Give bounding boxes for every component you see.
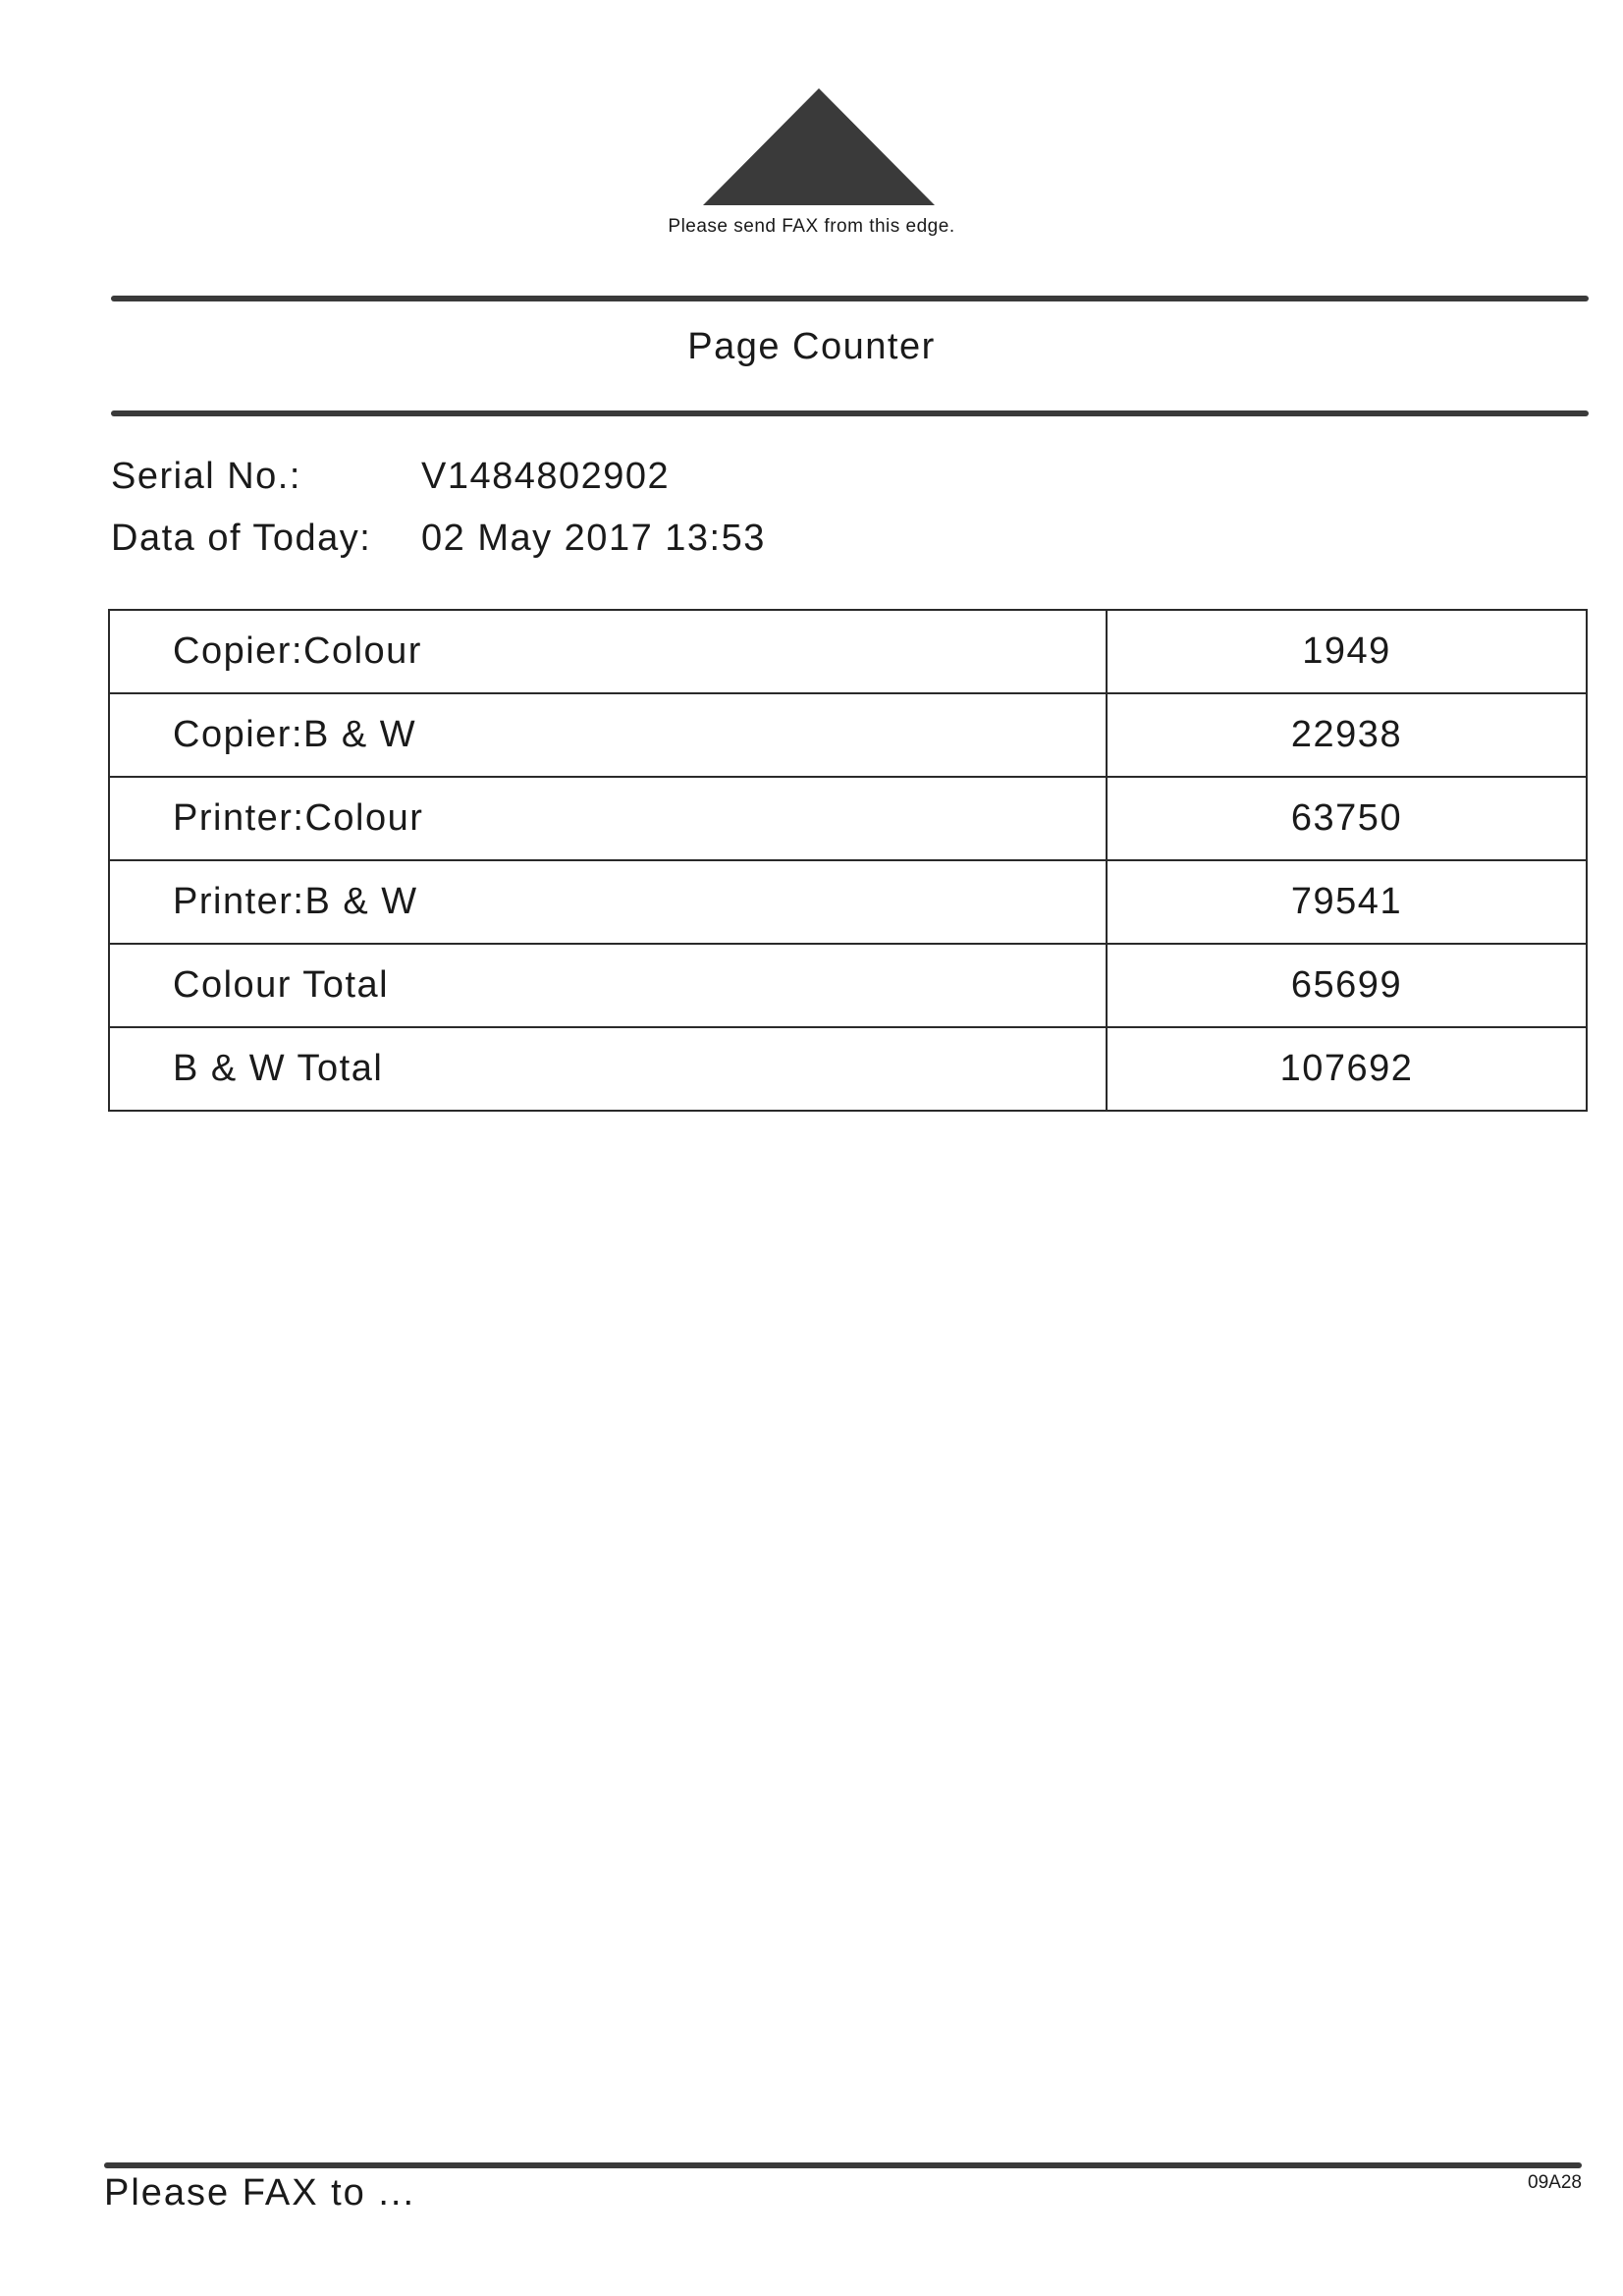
table-row xyxy=(109,1027,1587,1111)
table-row xyxy=(109,777,1587,860)
counter-value: 107692 xyxy=(1107,1027,1587,1111)
form-code: 09A28 xyxy=(1528,2172,1582,2193)
footer-rule xyxy=(104,2162,1582,2168)
counter-category: Copier:B & W xyxy=(109,693,1107,777)
fax-edge-note: Please send FAX from this edge. xyxy=(668,216,955,237)
fax-to-line: Please FAX to ... xyxy=(104,2172,416,2214)
page-title: Page Counter xyxy=(687,326,936,367)
table-row xyxy=(109,693,1587,777)
serial-number-value: V1484802902 xyxy=(421,456,671,497)
table-row xyxy=(109,860,1587,944)
counter-category: Copier:Colour xyxy=(109,610,1107,693)
date-value: 02 May 2017 13:53 xyxy=(421,518,766,559)
header-top-rule xyxy=(111,296,1589,301)
counter-table xyxy=(108,609,1588,1112)
counter-value: 1949 xyxy=(1107,610,1587,693)
counter-category: Colour Total xyxy=(109,944,1107,1027)
counter-category: B & W Total xyxy=(109,1027,1107,1111)
date-label: Data of Today: xyxy=(111,518,372,559)
counter-value: 79541 xyxy=(1107,860,1587,944)
counter-category: Printer:Colour xyxy=(109,777,1107,860)
header-bottom-rule xyxy=(111,410,1589,416)
counter-value: 63750 xyxy=(1107,777,1587,860)
counter-category: Printer:B & W xyxy=(109,860,1107,944)
table-row xyxy=(109,944,1587,1027)
counter-value: 65699 xyxy=(1107,944,1587,1027)
serial-number-row xyxy=(111,456,670,498)
serial-number-label: Serial No.: xyxy=(111,456,301,497)
table-row xyxy=(109,610,1587,693)
date-row xyxy=(111,518,766,560)
fax-direction-triangle-icon xyxy=(703,88,935,205)
counter-value: 22938 xyxy=(1107,693,1587,777)
